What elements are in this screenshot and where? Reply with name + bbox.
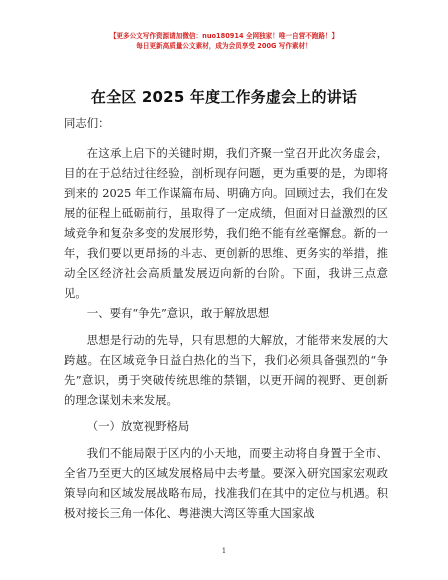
subsection-heading-1: （一）放宽视野格局 bbox=[86, 419, 190, 433]
paragraph-intro: 在这承上启下的关键时期，我们齐聚一堂召开此次务虚会，目的在于总结过往经验，剖析现存问题，更为重要的是，为即将到来的 2025 年工作谋篇布局、明确方向。回顾过去，我们在发展的征程上砥砺前行，虽取得了一定成绩，但面对日益激烈的区域竞争和复杂多变的发展形势，我们绝不能有丝毫懈怠。新的一年，我们要以更昂扬的斗志、更创新的思维、更务实的举措，推动全区经济社会高质量发展迈向新的台阶。下面，我讲三点意见。 bbox=[64, 146, 388, 300]
document-title: 在全区 2025 年度工作务虚会上的讲话 bbox=[90, 88, 358, 106]
promo-banner-line1: 【更多公文写作资源请加微信：nuo180914 全网独家！唯一自营不跑路！】 bbox=[109, 32, 339, 40]
salutation: 同志们： bbox=[64, 116, 110, 130]
section-heading-1: 一、要有“争先”意识，敢于解放思想 bbox=[86, 306, 270, 320]
promo-banner bbox=[0, 31, 448, 51]
page-number: 1 bbox=[221, 547, 227, 555]
promo-banner-line2: 每日更新高质量公文素材，成为会员享受 200G 写作素材！ bbox=[136, 42, 312, 50]
paragraph-section-1: 思想是行动的先导，只有思想的大解放，才能带来发展的大跨越。在区域竞争日益白热化的当下，我们必须具备强烈的“争先”意识，勇于突破传统思维的禁锢，以更开阔的视野、更创新的理念谋划未来发展。 bbox=[64, 333, 388, 407]
paragraph-subsection-1: 我们不能局限于区内的小天地，而要主动将自身置于全市、全省乃至更大的区域发展格局中去考量。要深入研究国家宏观政策导向和区域发展战略布局，找准我们在其中的定位与机遇。积极对接长三角一体化、粤港澳大湾区等重大国家战 bbox=[64, 446, 388, 520]
